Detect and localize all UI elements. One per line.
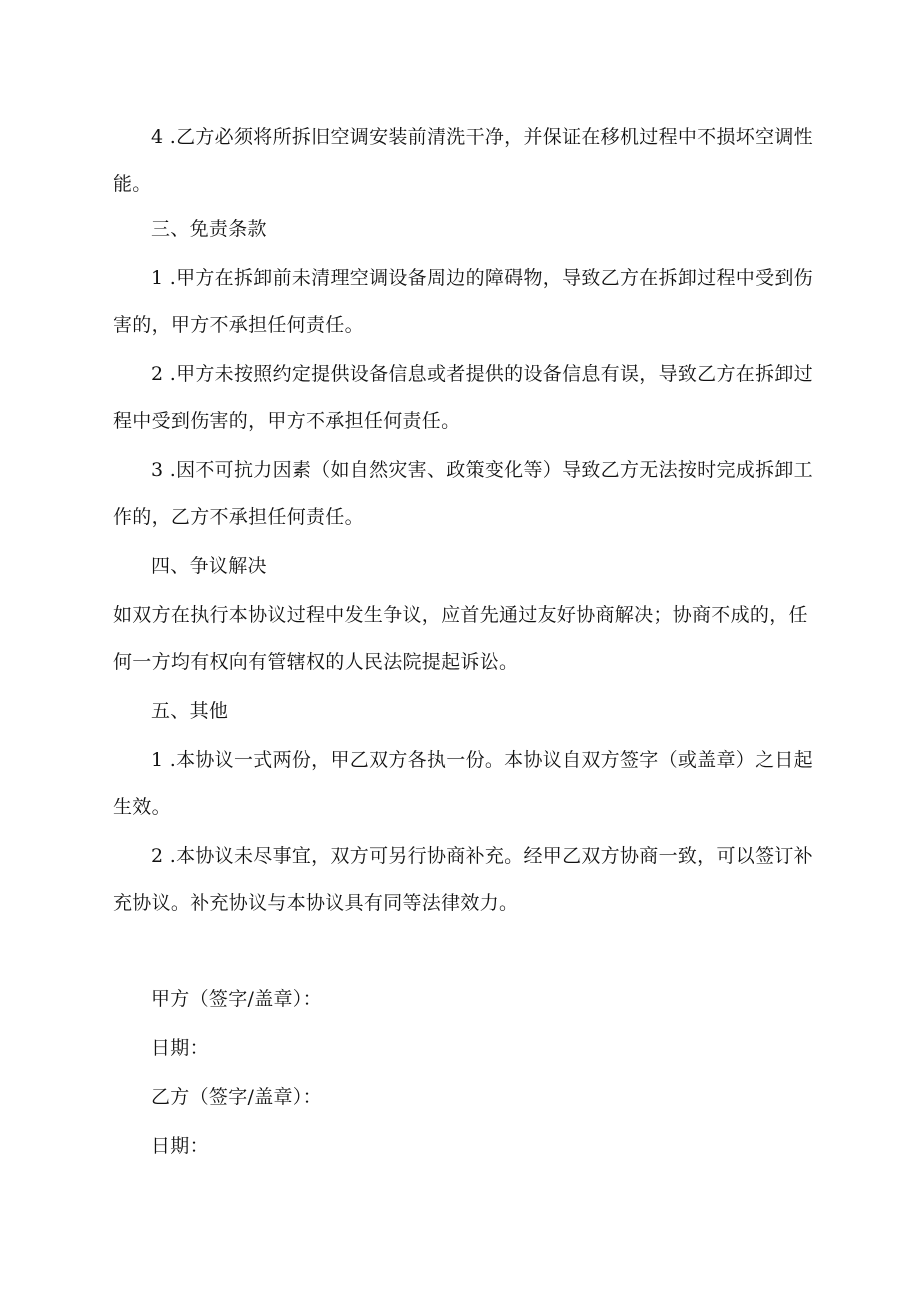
section-heading-dispute: 四、争议解决 bbox=[151, 555, 267, 577]
other-clause-1: 1 .本协议一式两份，甲乙双方各执一份。本协议自双方签字（或盖章）之日起生效。 bbox=[113, 749, 813, 818]
section-heading-other: 五、其他 bbox=[151, 700, 229, 722]
exemption-clause-1: 1 .甲方在拆卸前未清理空调设备周边的障碍物，导致乙方在拆卸过程中受到伤害的，甲方不承担任何责任。 bbox=[113, 267, 813, 336]
dispute-paragraph: 如双方在执行本协议过程中发生争议，应首先通过友好协商解决；协商不成的，任何一方均有权向有管辖权的人民法院提起诉讼。 bbox=[113, 604, 808, 673]
party-b-date-line: 日期： bbox=[151, 1135, 209, 1157]
other-clause-2: 2 .本协议未尽事宜，双方可另行协商补充。经甲乙双方协商一致，可以签订补充协议。补充协议与本协议具有同等法律效力。 bbox=[113, 845, 813, 914]
party-b-signature-line: 乙方（签字/盖章）： bbox=[151, 1086, 322, 1108]
clause-4-paragraph: 4 .乙方必须将所拆旧空调安装前清洗干净，并保证在移机过程中不损坏空调性能。 bbox=[113, 126, 813, 195]
party-a-signature-line: 甲方（签字/盖章）： bbox=[151, 988, 322, 1010]
exemption-clause-3: 3 .因不可抗力因素（如自然灾害、政策变化等）导致乙方无法按时完成拆卸工作的，乙方不承担任何责任。 bbox=[113, 459, 813, 528]
party-a-date-line: 日期： bbox=[151, 1037, 209, 1059]
section-heading-exemption: 三、免责条款 bbox=[151, 218, 267, 240]
exemption-clause-2: 2 .甲方未按照约定提供设备信息或者提供的设备信息有误，导致乙方在拆卸过程中受到伤害的，甲方不承担任何责任。 bbox=[113, 363, 813, 432]
